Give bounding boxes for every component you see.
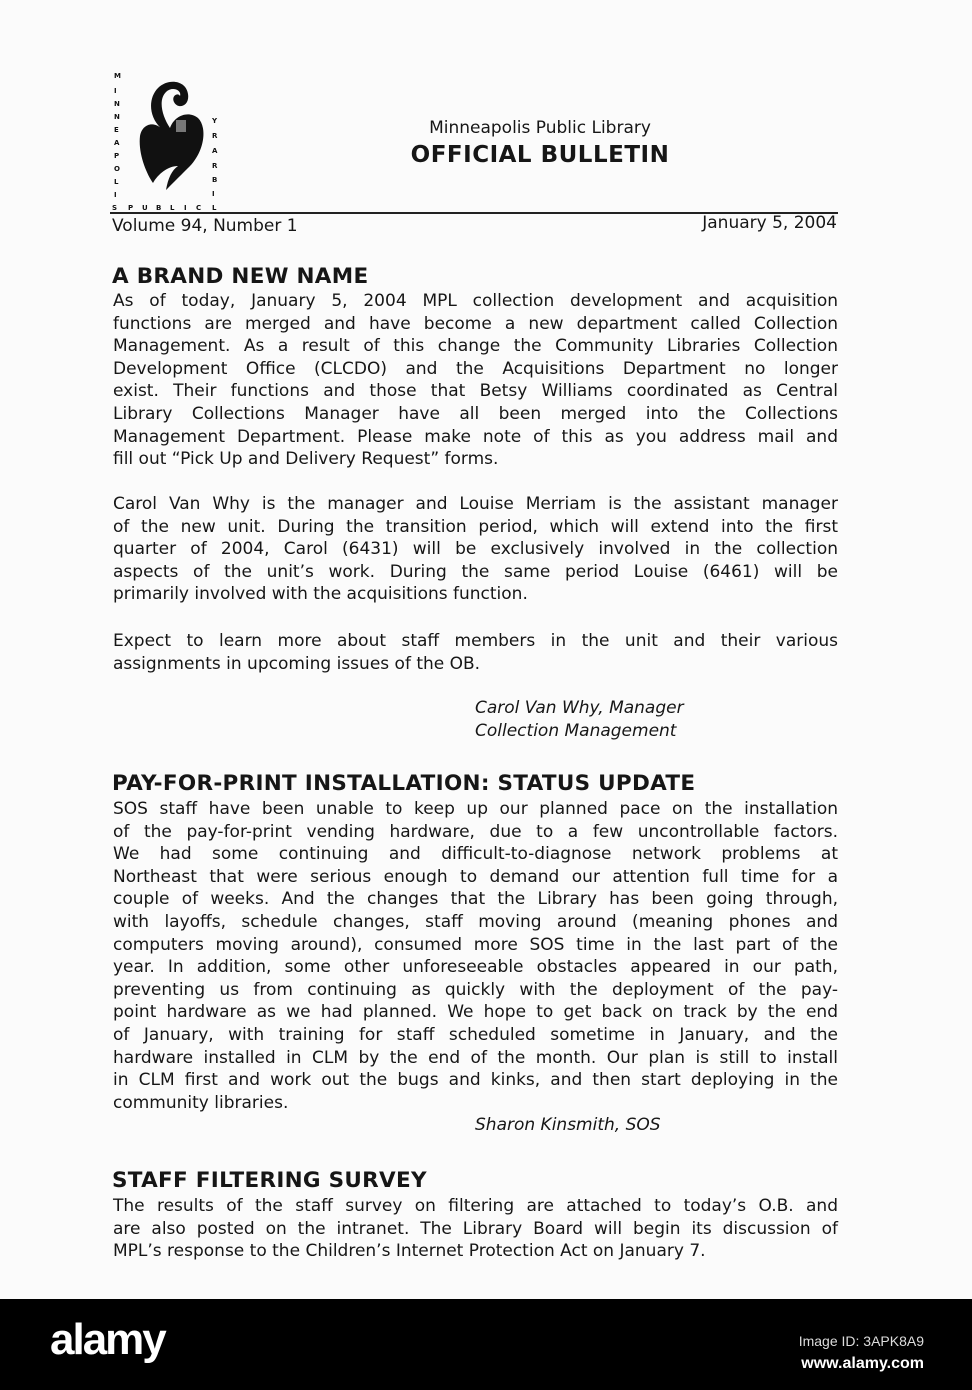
- paragraph-line: primarily involved with the acquisitions function.: [113, 584, 528, 605]
- paragraph-line: Development Office (CLCDO) and the Acquisitions Department no longer: [113, 358, 838, 379]
- article-paragraph: [113, 493, 838, 606]
- organization-name: Minneapolis Public Library: [429, 118, 651, 138]
- paragraph-line: of January, with training for staff scheduled sometime in January, and the: [113, 1024, 838, 1045]
- svg-text:L: L: [212, 204, 217, 212]
- article-paragraph: [113, 290, 838, 471]
- paragraph-line: As of today, January 5, 2004 MPL collection development and acquisition: [113, 291, 838, 311]
- paragraph-line: We had some continuing and difficult-to-diagnose network problems at: [113, 844, 838, 865]
- bulletin-title: OFFICIAL BULLETIN: [410, 142, 670, 168]
- paragraph-line: Expect to learn more about staff members in the unit and their various: [113, 631, 838, 651]
- paragraph-line: Northeast that were serious enough to demand our attention full time for a: [113, 866, 838, 887]
- issue-date: January 5, 2004: [702, 213, 837, 233]
- article-paragraph: [113, 1195, 838, 1263]
- svg-text:Y: Y: [212, 117, 218, 125]
- article-paragraph: [113, 630, 838, 675]
- svg-text:C: C: [196, 204, 202, 212]
- article-signature: [475, 697, 684, 743]
- svg-text:I: I: [114, 87, 117, 95]
- paragraph-line: Management. As a result of this change the Community Libraries Collection: [113, 336, 838, 357]
- paragraph-line: with layoffs, schedule changes, staff moving around (meaning phones and: [113, 911, 838, 932]
- paragraph-line: fill out “Pick Up and Delivery Request” forms.: [113, 449, 499, 470]
- watermark-url: www.alamy.com: [801, 1355, 924, 1372]
- image-id: Image ID: 3APK8A9: [798, 1333, 924, 1349]
- svg-text:I: I: [212, 190, 215, 198]
- article-signature: [475, 1114, 661, 1137]
- paragraph-line: couple of weeks. And the changes that the Library has been going through,: [113, 889, 838, 910]
- article-paragraph: [113, 798, 838, 1114]
- alamy-logo: alamy: [50, 1315, 165, 1364]
- paragraph-line: assignments in upcoming issues of the OB.: [113, 653, 481, 674]
- svg-text:O: O: [114, 165, 120, 173]
- paragraph-line: SOS staff have been unable to keep up our planned pace on the installation: [113, 799, 838, 819]
- paragraph-line: computers moving around), consumed more SOS time in the last part of the: [113, 934, 838, 955]
- paragraph-line: functions are merged and have become a new department called Collection: [113, 313, 838, 334]
- paragraph-line: Library Collections Manager have all been merged into the Collections: [113, 403, 838, 424]
- paragraph-line: quarter of 2004, Carol (6431) will be exclusively involved in the collection: [113, 539, 838, 560]
- svg-text:B: B: [156, 204, 162, 212]
- volume-number: Volume 94, Number 1: [112, 216, 298, 236]
- paragraph-line: are also posted on the intranet. The Library Board will begin its discussion of: [113, 1218, 838, 1239]
- svg-text:P: P: [114, 152, 120, 160]
- svg-text:U: U: [142, 204, 148, 212]
- svg-text:R: R: [212, 132, 218, 140]
- paragraph-line: The results of the staff survey on filtering are attached to today’s O.B. and: [113, 1196, 838, 1216]
- svg-text:B: B: [212, 176, 218, 184]
- svg-text:M: M: [114, 72, 121, 80]
- svg-text:L: L: [170, 204, 175, 212]
- svg-text:I: I: [114, 191, 117, 199]
- paragraph-line: year. In addition, some other unforeseeable obstacles appeared in our path,: [113, 957, 838, 978]
- article-heading: A BRAND NEW NAME: [112, 264, 369, 289]
- svg-text:I: I: [184, 204, 187, 212]
- paragraph-line: of the new unit. During the transition period, which will extend into the first: [113, 516, 838, 537]
- library-logo: [108, 58, 233, 218]
- paragraph-line: Management Department. Please make note of this as you address mail and: [113, 426, 838, 447]
- paragraph-line: point hardware as we had planned. We hope to get back on track by the end: [113, 1002, 838, 1023]
- paragraph-line: aspects of the unit’s work. During the same period Louise (6461) will be: [113, 561, 838, 582]
- svg-text:E: E: [114, 126, 119, 134]
- paragraph-line: community libraries.: [113, 1092, 289, 1113]
- svg-text:L: L: [114, 178, 119, 186]
- paragraph-line: MPL’s response to the Children’s Internet Protection Act on January 7.: [113, 1241, 706, 1262]
- svg-text:A: A: [114, 139, 120, 147]
- paragraph-line: exist. Their functions and those that Betsy Williams coordinated as Central: [113, 381, 838, 402]
- svg-text:R: R: [212, 162, 218, 170]
- svg-text:N: N: [114, 100, 120, 108]
- paragraph-line: in CLM first and work out the bugs and kinks, and then start deploying in the: [113, 1070, 838, 1091]
- paragraph-line: Carol Van Why is the manager and Louise Merriam is the assistant manager: [113, 494, 838, 514]
- article-heading: PAY-FOR-PRINT INSTALLATION: STATUS UPDATE: [112, 771, 696, 796]
- svg-text:A: A: [212, 147, 218, 155]
- signature-line: Collection Management: [475, 721, 677, 741]
- svg-text:S: S: [112, 204, 118, 212]
- paragraph-line: preventing us from continuing as quickly with the deployment of the pay-: [113, 979, 838, 1000]
- svg-text:P: P: [128, 204, 134, 212]
- signature-line: Sharon Kinsmith, SOS: [475, 1115, 661, 1135]
- signature-line: Carol Van Why, Manager: [475, 698, 684, 718]
- article-heading: STAFF FILTERING SURVEY: [112, 1168, 427, 1193]
- paragraph-line: of the pay-for-print vending hardware, due to a few uncontrollable factors.: [113, 821, 838, 842]
- paragraph-line: hardware installed in CLM by the end of the month. Our plan is still to install: [113, 1047, 838, 1068]
- svg-text:N: N: [114, 113, 120, 121]
